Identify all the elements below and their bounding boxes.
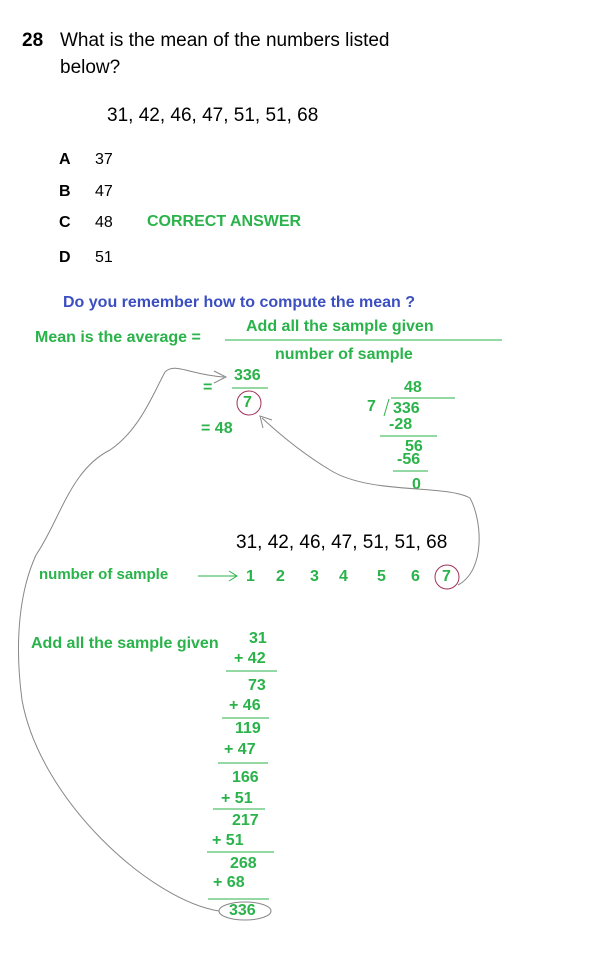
- sample-count-1: 1: [246, 568, 255, 585]
- count-denominator: 7: [243, 394, 252, 411]
- formula-numerator: Add all the sample given: [246, 318, 434, 335]
- numbers-repeat: 31, 42, 46, 47, 51, 51, 68: [236, 532, 448, 553]
- division-rem1: 56: [405, 438, 423, 455]
- addition-add-4: + 51: [221, 790, 253, 807]
- addition-total-6: 336: [229, 902, 256, 919]
- sample-count-5: 5: [377, 568, 386, 585]
- choice-a-letter: A: [59, 151, 71, 168]
- choice-d-letter: D: [59, 249, 71, 266]
- sample-count-3: 3: [310, 568, 319, 585]
- addition-total-4: 217: [232, 812, 259, 829]
- correct-answer-label: CORRECT ANSWER: [147, 213, 302, 230]
- sample-count-4: 4: [339, 568, 348, 585]
- circle-seven: [237, 391, 261, 415]
- sample-count-2: 2: [276, 568, 285, 585]
- question-numbers: 31, 42, 46, 47, 51, 51, 68: [107, 105, 319, 126]
- question-text-line1: What is the mean of the numbers listed: [60, 30, 390, 51]
- addition-add-6: + 68: [213, 874, 245, 891]
- formula-denominator: number of sample: [275, 346, 413, 363]
- question-text-line2: below?: [60, 57, 121, 78]
- choice-d-value: 51: [95, 249, 113, 266]
- circle-count-seven: [435, 565, 459, 589]
- add-label: Add all the sample given: [31, 635, 219, 652]
- choice-b-value: 47: [95, 183, 113, 200]
- choice-a-value: 37: [95, 151, 113, 168]
- addition-total-2: 119: [235, 720, 261, 737]
- mean-label: Mean is the average =: [35, 329, 201, 346]
- addition-total-1: 73: [248, 677, 266, 694]
- mean-result: = 48: [201, 420, 233, 437]
- addition-add-3: + 47: [224, 741, 256, 758]
- choice-b-letter: B: [59, 183, 71, 200]
- division-sub2: -56: [397, 451, 421, 468]
- question-number: 28: [22, 30, 44, 51]
- division-quotient: 48: [404, 379, 422, 396]
- circle-final-total: [219, 902, 271, 920]
- choice-c-value: 48: [95, 214, 113, 231]
- division-bracket: [384, 399, 389, 416]
- division-dividend: 336: [393, 400, 420, 417]
- division-divisor: 7: [367, 398, 376, 415]
- division-rem2: 0: [412, 476, 421, 493]
- sum-numerator: 336: [234, 367, 261, 384]
- explanation-prompt: Do you remember how to compute the mean ?: [63, 294, 416, 311]
- choice-c-letter: C: [59, 214, 71, 231]
- addition-total-3: 166: [232, 769, 259, 786]
- sample-count-label: number of sample: [39, 566, 169, 583]
- arrow-count-to-denominator: [262, 418, 479, 585]
- division-sub1: -28: [389, 416, 413, 433]
- equals-sign: =: [203, 379, 213, 396]
- sample-count-6: 6: [411, 568, 420, 585]
- arrow-total-to-numerator: [18, 368, 224, 911]
- addition-total-5: 268: [230, 855, 257, 872]
- addition-add-2: + 46: [229, 697, 261, 714]
- addition-add-5: + 51: [212, 832, 244, 849]
- addition-start: 31: [249, 630, 267, 647]
- addition-add-1: + 42: [234, 650, 266, 667]
- sample-count-7: 7: [442, 568, 451, 585]
